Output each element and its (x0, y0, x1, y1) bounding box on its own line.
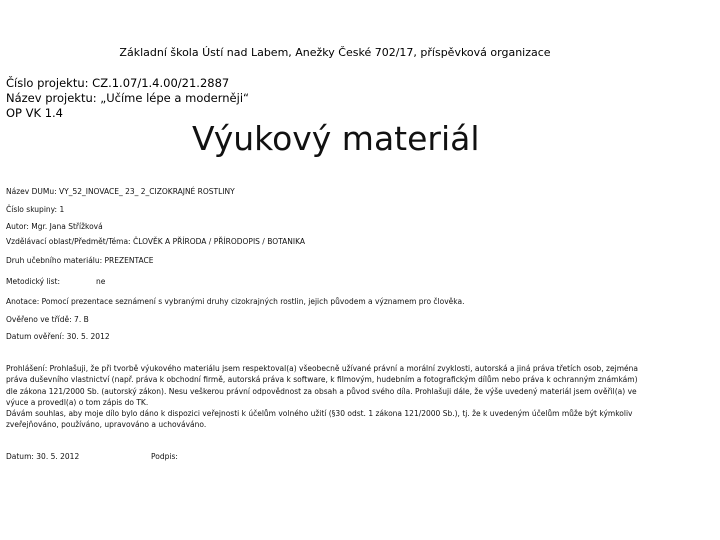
material-type: Druh učebního materiálu: PREZENTACE (6, 256, 154, 265)
group-number: Číslo skupiny: 1 (6, 205, 65, 214)
author: Autor: Mgr. Jana Střížková (6, 222, 103, 231)
school-name: Základní škola Ústí nad Labem, Anežky České 702/17, příspěvková organizace (119, 46, 551, 59)
declaration-statement: Prohlášení: Prohlašuji, že při tvorbě výukového materiálu jsem respektoval(a) všeobecně užívané právní a morální zvyklosti, autorská a jiná práva třetích osob, zejména práva duševního vlastnictví (např. práva k obchodní firmě, autorská práva k software, k filmovým, hudebním a fotografickým dílům nebo práva k ochranným známkám) dle zákona 121/2000 Sb. (autorský zákon). Nesu veškerou právní odpovědnost za obsah a původ svého díla. Prohlašuji dále, že výše uvedený materiál jsem ověřil(a) ve výuce a provedl(a) o tom zápis do TK. (6, 364, 638, 407)
op-vk: OP VK 1.4 (6, 106, 63, 120)
footer-date: Datum: 30. 5. 2012 (6, 452, 80, 461)
annotation: Anotace: Pomocí prezentace seznámení s vybranými druhy cizokrajných rostlin, jejich původem a významem pro člověka. (6, 297, 465, 306)
project-number: Číslo projektu: CZ.1.07/1.4.00/21.2887 (6, 76, 230, 90)
project-name: Název projektu: „Učíme lépe a moderněji“ (6, 91, 249, 105)
declaration (6, 363, 646, 431)
dum-name: Název DUMu: VY_52_INOVACE_ 23_ 2_CIZOKRAJNÉ ROSTLINY (6, 187, 235, 196)
method-sheet (6, 277, 105, 286)
declaration-consent: Dávám souhlas, aby moje dílo bylo dáno k dispozici veřejnosti k účelům volného užití (§30 odst. 1 zákona 121/2000 Sb.), tj. že k uvedeným účelům může být kýmkoliv zveřejňováno, používáno, upravováno a uchováváno. (6, 409, 633, 430)
educational-area: Vzdělávací oblast/Předmět/Téma: ČLOVĚK A PŘÍRODA / PŘÍRODOPIS / BOTANIKA (6, 237, 306, 246)
method-sheet-value: ne (96, 277, 106, 286)
page-title: Výukový materiál (192, 119, 480, 158)
verified-class: Ověřeno ve třídě: 7. B (6, 315, 89, 324)
verified-date: Datum ověření: 30. 5. 2012 (6, 332, 110, 341)
method-sheet-label: Metodický list: (6, 277, 61, 286)
signature-label: Podpis: (151, 452, 178, 461)
